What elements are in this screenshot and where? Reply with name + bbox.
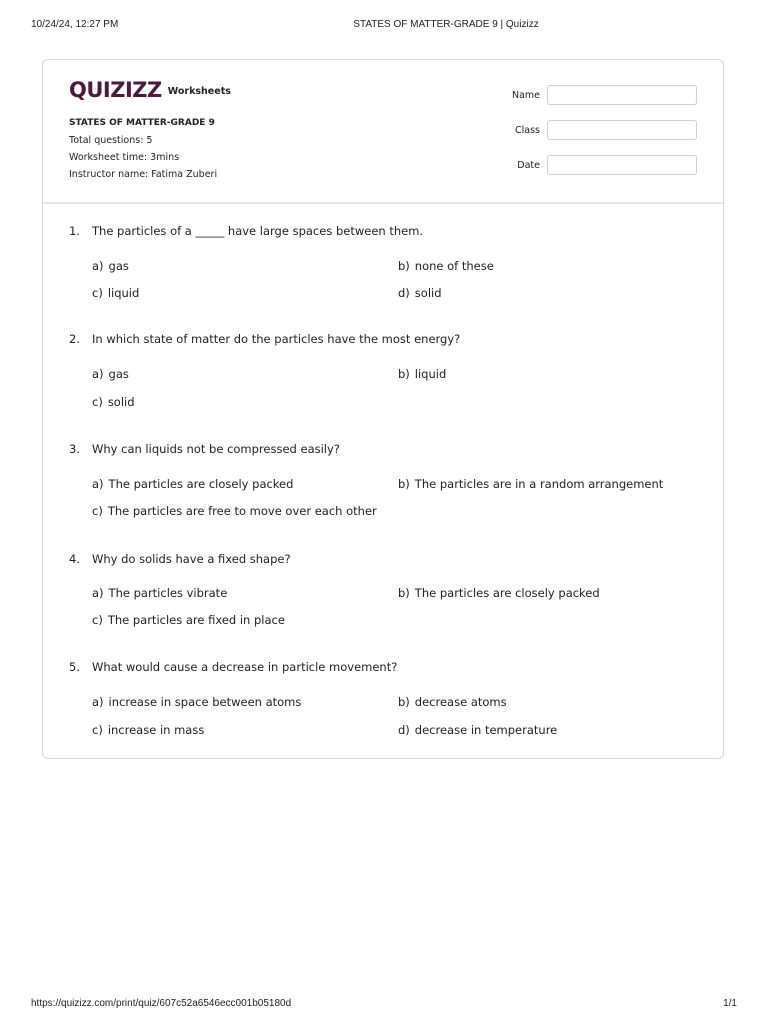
worksheet-header	[43, 60, 723, 204]
option-letter: c)	[92, 504, 103, 518]
option-c	[92, 286, 139, 300]
class-field[interactable]	[547, 120, 697, 140]
option-letter: b)	[398, 695, 410, 709]
print-datetime: 10/24/24, 12:27 PM	[31, 19, 119, 30]
option-text: none of these	[414, 259, 494, 273]
option-letter: c)	[92, 395, 103, 409]
option-b	[398, 586, 600, 600]
option-b	[398, 259, 494, 273]
option-letter: d)	[398, 286, 410, 300]
date-field[interactable]	[547, 155, 697, 175]
name-label: Name	[511, 89, 540, 101]
option-text: gas	[108, 367, 129, 381]
option-letter: c)	[92, 723, 103, 737]
quizizz-logo: QUIZIZZ	[69, 78, 162, 102]
question-text	[69, 660, 397, 674]
option-letter: c)	[92, 286, 103, 300]
option-letter: a)	[92, 586, 104, 600]
option-letter: b)	[398, 586, 410, 600]
option-c	[92, 613, 285, 627]
option-c	[92, 723, 204, 737]
option-text: The particles are free to move over each other	[107, 504, 377, 518]
worksheet-meta	[69, 115, 217, 183]
worksheet-time: Worksheet time: 3mins	[69, 152, 180, 163]
option-text: liquid	[107, 286, 140, 300]
option-c	[92, 504, 377, 518]
print-header	[0, 0, 768, 36]
option-c	[92, 395, 135, 409]
option-a	[92, 259, 129, 273]
option-a	[92, 586, 227, 600]
question-text	[69, 224, 423, 238]
question-text	[69, 552, 291, 566]
worksheet-card	[42, 59, 724, 759]
class-label: Class	[515, 124, 540, 136]
option-letter: b)	[398, 259, 410, 273]
option-text: liquid	[414, 367, 447, 381]
date-field-row	[477, 155, 697, 175]
name-field[interactable]	[547, 85, 697, 105]
option-b	[398, 695, 507, 709]
question-number: 3.	[69, 442, 80, 456]
option-text: solid	[107, 395, 135, 409]
instructor-name: Instructor name: Fatima Zuberi	[69, 169, 218, 180]
option-b	[398, 367, 446, 381]
option-letter: b)	[398, 477, 410, 491]
option-letter: b)	[398, 367, 410, 381]
worksheet-title: STATES OF MATTER-GRADE 9	[69, 118, 215, 128]
question-text	[69, 442, 340, 456]
name-field-row	[477, 85, 697, 105]
question-number: 1.	[69, 224, 80, 238]
option-text: The particles vibrate	[108, 586, 228, 600]
option-letter: d)	[398, 723, 410, 737]
brand	[69, 78, 231, 102]
option-letter: a)	[92, 477, 104, 491]
option-text: The particles are closely packed	[414, 586, 600, 600]
question-number: 5.	[69, 660, 80, 674]
option-text: The particles are closely packed	[108, 477, 294, 491]
option-text: increase in space between atoms	[108, 695, 302, 709]
option-letter: c)	[92, 613, 103, 627]
print-footer	[0, 992, 768, 1024]
page-number: 1/1	[723, 998, 737, 1009]
option-a	[92, 695, 301, 709]
question-prompt: Why can liquids not be compressed easily?	[92, 442, 340, 456]
question-number: 4.	[69, 552, 80, 566]
question-prompt: The particles of a _____ have large spaces between them.	[92, 224, 424, 238]
print-url: https://quizizz.com/print/quiz/607c52a6546ecc001b05180d	[31, 998, 292, 1009]
option-letter: a)	[92, 259, 104, 273]
question-number: 2.	[69, 332, 80, 346]
question-prompt: Why do solids have a fixed shape?	[92, 552, 291, 566]
print-page-title: STATES OF MATTER-GRADE 9 | Quizizz	[353, 19, 539, 30]
option-b	[398, 477, 663, 491]
option-text: increase in mass	[107, 723, 205, 737]
option-d	[398, 723, 557, 737]
option-a	[92, 367, 129, 381]
option-letter: a)	[92, 695, 104, 709]
question-text	[69, 332, 460, 346]
option-d	[398, 286, 442, 300]
question-prompt: In which state of matter do the particles have the most energy?	[92, 332, 461, 346]
class-field-row	[477, 120, 697, 140]
option-text: solid	[414, 286, 442, 300]
option-text: The particles are fixed in place	[107, 613, 285, 627]
option-text: gas	[108, 259, 129, 273]
option-letter: a)	[92, 367, 104, 381]
option-text: decrease atoms	[414, 695, 507, 709]
total-questions: Total questions: 5	[69, 135, 153, 146]
student-fields	[477, 85, 697, 190]
option-text: decrease in temperature	[414, 723, 558, 737]
brand-subtitle: Worksheets	[167, 85, 231, 97]
option-a	[92, 477, 293, 491]
question-prompt: What would cause a decrease in particle movement?	[92, 660, 398, 674]
date-label: Date	[517, 159, 540, 171]
option-text: The particles are in a random arrangement	[414, 477, 664, 491]
